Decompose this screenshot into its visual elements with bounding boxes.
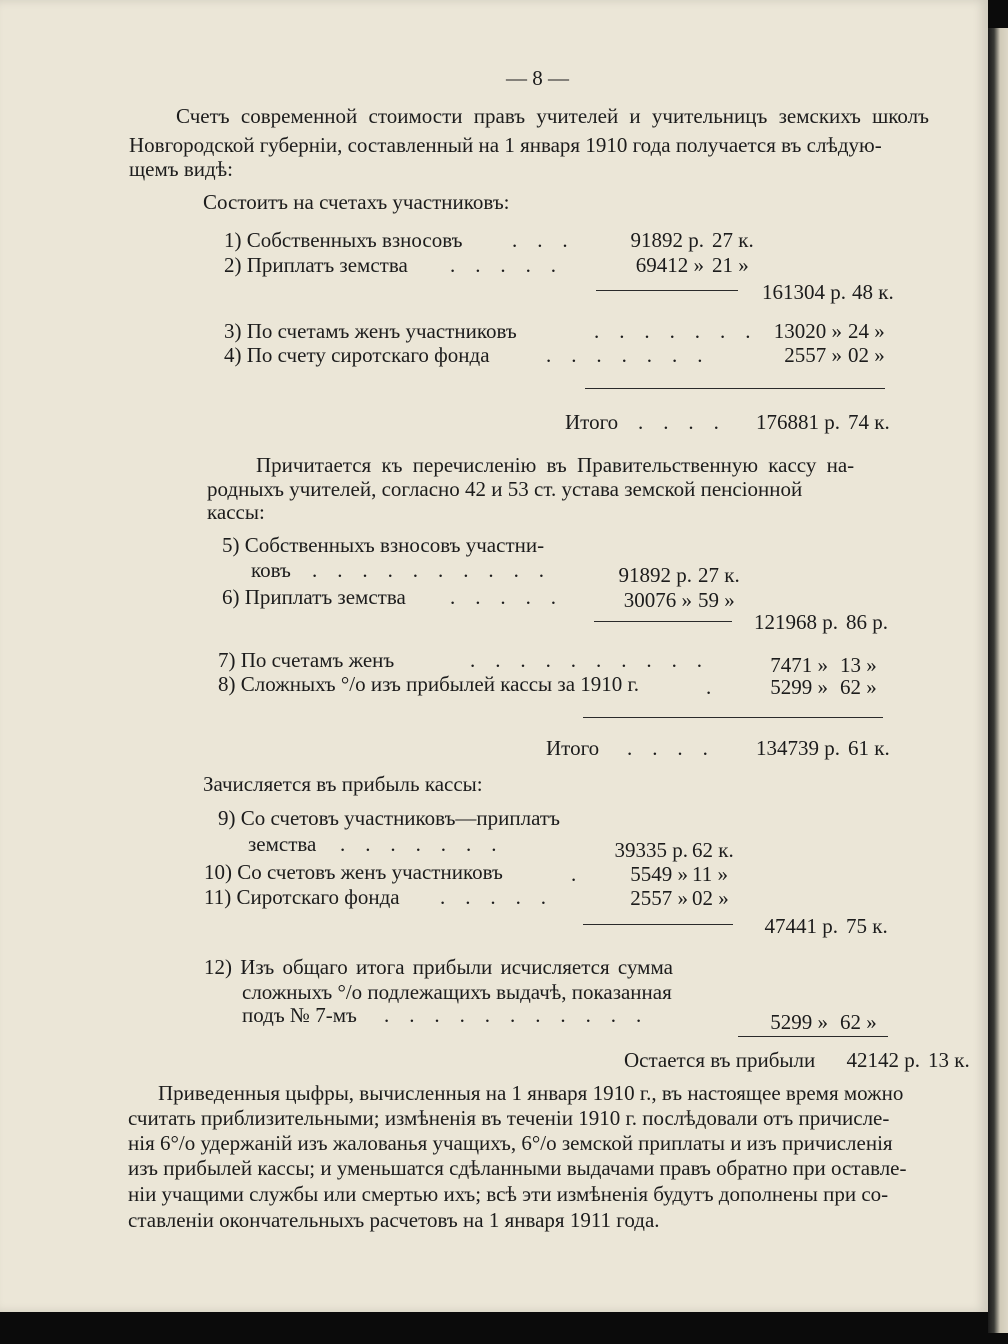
subtotal-rule-3 (583, 924, 733, 925)
item-8-kop: 62 » (840, 675, 877, 699)
remaining-rub: 42142 р. (846, 1048, 920, 1072)
item-3-label: 3) По счетамъ женъ участниковъ (224, 319, 517, 343)
section3-heading: Зачисляется въ прибыль кассы: (203, 772, 483, 796)
item-12-dots: . . . . . . . . . . . (384, 1003, 649, 1027)
item-5-label-b: ковъ (251, 558, 291, 582)
item-6-label: 6) Приплатъ земства (222, 585, 406, 609)
item-2-rub: 69412 » (635, 253, 704, 277)
closing-line-6: ставленіи окончательныхъ расчетовъ на 1 января 1911 года. (128, 1208, 660, 1232)
item-5-kop: 27 к. (698, 563, 740, 587)
item-2-dots: . . . . . (450, 253, 564, 277)
intro-line-2: Новгородской губерніи, составленный на 1 января 1910 года получается въ слѣдую- (129, 133, 882, 157)
item-5-rub: 91892 р. (618, 563, 692, 587)
item-6-rub: 30076 » (623, 588, 692, 612)
item-2-label: 2) Приплатъ земства (224, 253, 408, 277)
item-5-label-a: 5) Собственныхъ взносовъ участни- (222, 533, 545, 557)
item-8-label: 8) Сложныхъ °/о изъ прибылей кассы за 1910 г. (218, 672, 640, 696)
item-9-rub: 39335 р. (614, 838, 688, 862)
closing-line-2: считать приблизительными; измѣненія въ теченіи 1910 г. послѣдовали отъ причисле- (128, 1106, 890, 1130)
item-8-rub: 5299 » (770, 675, 828, 699)
item-12-line-b: сложныхъ °/о подлежащихъ выдачѣ, показанная (242, 980, 672, 1004)
remaining-kop: 13 к. (928, 1048, 970, 1072)
item-4-rub: 2557 » (784, 343, 842, 367)
item-11-kop: 02 » (692, 886, 729, 910)
item-12-rub: 5299 » (770, 1010, 828, 1034)
item-10-label: 10) Со счетовъ женъ участниковъ (204, 860, 503, 884)
total-rule-1 (585, 388, 885, 389)
item-5-dots: . . . . . . . . . . (312, 558, 552, 582)
item-7-kop: 13 » (840, 653, 877, 677)
total-1-dots: . . . . (638, 410, 727, 434)
item-10-dots: . (571, 862, 577, 886)
item-12-line-a: 12) Изъ общаго итога прибыли исчисляется сумма (204, 955, 673, 979)
item-9-kop: 62 к. (692, 838, 734, 862)
item-6-kop: 59 » (698, 588, 735, 612)
item-6-dots: . . . . . (450, 585, 564, 609)
subtotal-3-rub: 47441 р. (764, 914, 838, 938)
subtotal-3-kop: 75 к. (846, 914, 888, 938)
remaining-label: Остается въ прибыли (624, 1048, 816, 1072)
item-1-kop: 27 к. (712, 228, 754, 252)
item-7-rub: 7471 » (770, 653, 828, 677)
subtotal-2-kop: 86 р. (846, 610, 888, 634)
section1-heading: Состоитъ на счетахъ участниковъ: (203, 190, 510, 214)
item-10-kop: 11 » (692, 862, 728, 886)
item-2-kop: 21 » (712, 253, 749, 277)
page-number: — 8 — (506, 66, 569, 90)
item-3-kop: 24 » (848, 319, 885, 343)
item-3-rub: 13020 » (773, 319, 842, 343)
total-1-label: Итого (565, 410, 619, 434)
item-1-dots: . . . (512, 228, 575, 252)
item-4-kop: 02 » (848, 343, 885, 367)
item-7-dots: . . . . . . . . . . (470, 648, 710, 672)
intro-line-1: Счетъ современной стоимости правъ учителей и учительницъ земскихъ школъ (176, 104, 929, 128)
item-4-label: 4) По счету сиротскаго фонда (224, 343, 490, 367)
item-12-kop: 62 » (840, 1010, 877, 1034)
total-2-kop: 61 к. (848, 736, 890, 760)
subtotal-rule-1 (596, 290, 738, 291)
item-10-rub: 5549 » (630, 862, 688, 886)
item-1-rub: 91892 р. (630, 228, 704, 252)
total-1-rub: 176881 р. (756, 410, 840, 434)
total-2-rub: 134739 р. (756, 736, 840, 760)
subtotal-2-rub: 121968 р. (754, 610, 838, 634)
section2-line-1: Причитается къ перечисленію въ Правительственную кассу на- (256, 453, 855, 477)
subtotal-1-kop: 48 к. (852, 280, 894, 304)
item-1-label: 1) Собственныхъ взносовъ (224, 228, 463, 252)
item-8-dots: . (706, 675, 712, 699)
subtotal-rule-2 (594, 621, 732, 622)
item-11-dots: . . . . . (440, 885, 554, 909)
total-1-kop: 74 к. (848, 410, 890, 434)
item-11-label: 11) Сиротскаго фонда (204, 885, 400, 909)
item-9-label-b: земства (248, 832, 317, 856)
remaining-rule (738, 1036, 888, 1037)
total-rule-2 (583, 717, 883, 718)
item-9-label-a: 9) Со счетовъ участниковъ—приплатъ (218, 806, 560, 830)
closing-line-1: Приведенныя цыфры, вычисленныя на 1 января 1910 г., въ настоящее время можно (158, 1081, 904, 1105)
item-4-dots: . . . . . . . (546, 343, 710, 367)
item-11-rub: 2557 » (630, 886, 688, 910)
item-9-dots: . . . . . . . (340, 832, 504, 856)
closing-line-3: нія 6°/о удержаній изъ жалованья учащихъ, 6°/о земской приплаты и изъ причисленія (128, 1131, 893, 1155)
adjacent-page-edge (988, 28, 1008, 1333)
total-2-dots: . . . . (627, 736, 716, 760)
total-2-label: Итого (546, 736, 600, 760)
section2-line-2: родныхъ учителей, согласно 42 и 53 ст. устава земской пенсіонной (207, 477, 803, 501)
item-12-line-c: подъ № 7-мъ (242, 1003, 357, 1027)
item-3-dots: . . . . . . . (594, 319, 758, 343)
section2-line-3: кассы: (207, 500, 265, 524)
subtotal-1-rub: 161304 р. (762, 280, 846, 304)
item-7-label: 7) По счетамъ женъ (218, 648, 395, 672)
closing-line-4: изъ прибылей кассы; и уменьшатся сдѣланными выдачами правъ обратно при оставле- (128, 1156, 907, 1180)
intro-line-3: щемъ видѣ: (129, 157, 233, 181)
closing-line-5: ніи учащими службы или смертью ихъ; всѣ эти измѣненія будутъ дополнены при со- (128, 1182, 889, 1206)
